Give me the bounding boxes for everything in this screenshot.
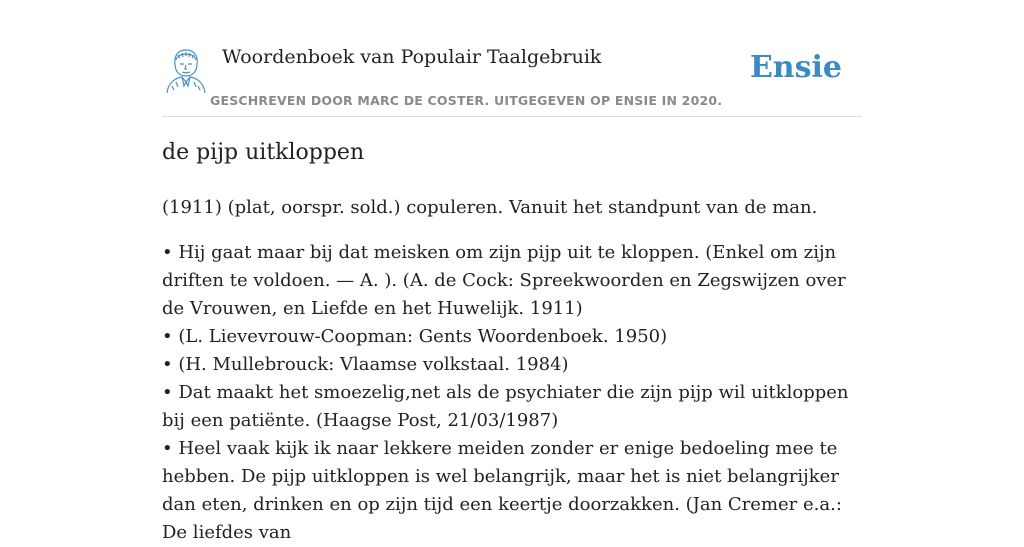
quote-item: • (H. Mullebrouck: Vlaamse volkstaal. 1984): [162, 354, 569, 375]
book-meta: GESCHREVEN DOOR MARC DE COSTER. UITGEGEVEN OP ENSIE IN 2020.: [210, 93, 723, 108]
quote-item: • Hij gaat maar bij dat meisken om zijn pijp uit te kloppen. (Enkel om zijn driften te voldoen. — A. ). (A. de Cock: Spreekwoorden en Zegswijzen over de Vrouwen, en Liefde en het Huwelijk. 1911): [162, 242, 846, 319]
quote-item: • Dat maakt het smoezelig,net als de psychiater die zijn pijp wil uitkloppen bij een patiënte. (Haagse Post, 21/03/1987): [162, 382, 849, 431]
entry-title: de pijp uitkloppen: [162, 140, 365, 165]
author-portrait-icon: [164, 46, 208, 94]
quote-item: • Heel vaak kijk ik naar lekkere meiden zonder er enige bedoeling mee te hebben. De pijp uitkloppen is wel belangrijk, maar het is niet belangrijker dan eten, drinken en op zijn tijd een keertje doorzakken. (Jan Cremer e.a.: De liefdes van: [162, 438, 842, 543]
entry-definition: (1911) (plat, oorspr. sold.) copuleren. Vanuit het standpunt van de man.: [162, 197, 818, 218]
quote-item: • (L. Lievevrouw-Coopman: Gents Woordenboek. 1950): [162, 326, 668, 347]
ensie-logo-link[interactable]: Ensie: [749, 50, 842, 85]
quote-list: [162, 239, 867, 547]
book-title[interactable]: Woordenboek van Populair Taalgebruik: [222, 46, 602, 68]
book-header: [162, 0, 862, 117]
page-container: [162, 0, 862, 543]
